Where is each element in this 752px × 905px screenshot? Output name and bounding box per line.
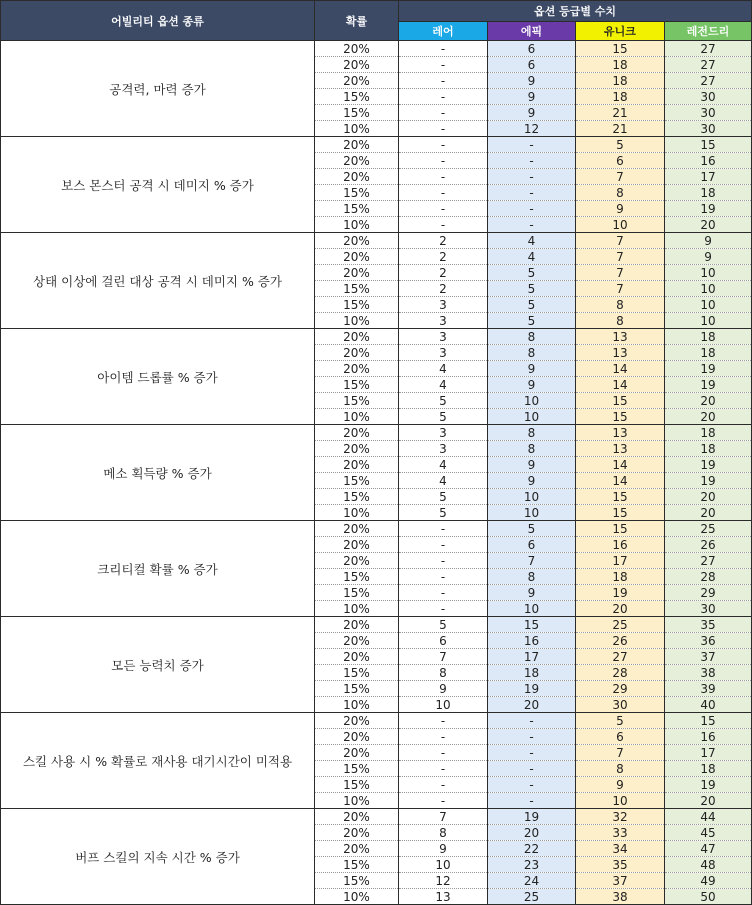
rare-value-cell: - (399, 553, 488, 569)
legendary-value-cell: 39 (665, 681, 752, 697)
legendary-value-cell: 16 (665, 153, 752, 169)
unique-value-cell: 18 (576, 89, 665, 105)
unique-value-cell: 13 (576, 425, 665, 441)
epic-value-cell: 9 (488, 473, 576, 489)
legendary-value-cell: 18 (665, 329, 752, 345)
probability-cell: 20% (315, 745, 399, 761)
probability-cell: 20% (315, 425, 399, 441)
legendary-value-cell: 19 (665, 777, 752, 793)
rare-value-cell: 10 (399, 857, 488, 873)
epic-value-cell: 9 (488, 457, 576, 473)
legendary-value-cell: 17 (665, 169, 752, 185)
probability-cell: 15% (315, 761, 399, 777)
rare-value-cell: 2 (399, 233, 488, 249)
rare-value-cell: - (399, 105, 488, 121)
epic-value-cell: 9 (488, 105, 576, 121)
rare-value-cell: 5 (399, 505, 488, 521)
probability-cell: 15% (315, 585, 399, 601)
unique-value-cell: 18 (576, 57, 665, 73)
option-name-cell: 상태 이상에 걸린 대상 공격 시 데미지 % 증가 (1, 233, 315, 329)
epic-value-cell: 9 (488, 73, 576, 89)
epic-value-cell: 9 (488, 361, 576, 377)
rare-value-cell: - (399, 537, 488, 553)
unique-value-cell: 33 (576, 825, 665, 841)
probability-cell: 20% (315, 329, 399, 345)
legendary-value-cell: 36 (665, 633, 752, 649)
probability-cell: 15% (315, 473, 399, 489)
rare-value-cell: 7 (399, 649, 488, 665)
probability-cell: 20% (315, 233, 399, 249)
rare-value-cell: 13 (399, 889, 488, 905)
table-body (1, 41, 752, 905)
probability-cell: 20% (315, 841, 399, 857)
unique-value-cell: 9 (576, 777, 665, 793)
rare-value-cell: 3 (399, 425, 488, 441)
unique-value-cell: 26 (576, 633, 665, 649)
rare-value-cell: 8 (399, 825, 488, 841)
probability-cell: 20% (315, 617, 399, 633)
legendary-value-cell: 40 (665, 697, 752, 713)
unique-value-cell: 15 (576, 521, 665, 537)
rare-value-cell: 7 (399, 809, 488, 825)
legendary-value-cell: 18 (665, 345, 752, 361)
probability-cell: 15% (315, 105, 399, 121)
unique-value-cell: 17 (576, 553, 665, 569)
probability-cell: 10% (315, 409, 399, 425)
probability-cell: 15% (315, 873, 399, 889)
legendary-header: 레전드리 (665, 22, 752, 41)
table-row (1, 329, 752, 345)
epic-value-cell: 12 (488, 121, 576, 137)
epic-value-cell: - (488, 201, 576, 217)
unique-value-cell: 25 (576, 617, 665, 633)
rare-value-cell: - (399, 57, 488, 73)
legendary-value-cell: 49 (665, 873, 752, 889)
unique-value-cell: 7 (576, 281, 665, 297)
unique-value-cell: 15 (576, 489, 665, 505)
legendary-value-cell: 48 (665, 857, 752, 873)
unique-value-cell: 15 (576, 505, 665, 521)
unique-value-cell: 8 (576, 185, 665, 201)
unique-value-cell: 14 (576, 361, 665, 377)
legendary-value-cell: 25 (665, 521, 752, 537)
rare-value-cell: 3 (399, 313, 488, 329)
unique-value-cell: 38 (576, 889, 665, 905)
unique-header: 유니크 (576, 22, 665, 41)
unique-value-cell: 30 (576, 697, 665, 713)
unique-value-cell: 8 (576, 313, 665, 329)
epic-value-cell: 19 (488, 809, 576, 825)
legendary-value-cell: 27 (665, 553, 752, 569)
epic-value-cell: 5 (488, 297, 576, 313)
probability-cell: 20% (315, 137, 399, 153)
probability-cell: 20% (315, 345, 399, 361)
table-row (1, 137, 752, 153)
epic-value-cell: 8 (488, 345, 576, 361)
legendary-value-cell: 47 (665, 841, 752, 857)
unique-value-cell: 13 (576, 345, 665, 361)
rare-value-cell: - (399, 777, 488, 793)
rare-value-cell: - (399, 137, 488, 153)
rare-value-cell: 3 (399, 329, 488, 345)
rare-value-cell: - (399, 713, 488, 729)
epic-value-cell: - (488, 169, 576, 185)
probability-cell: 10% (315, 889, 399, 905)
rare-value-cell: 5 (399, 393, 488, 409)
unique-value-cell: 20 (576, 601, 665, 617)
rare-value-cell: 3 (399, 441, 488, 457)
epic-value-cell: 22 (488, 841, 576, 857)
epic-value-cell: 16 (488, 633, 576, 649)
unique-value-cell: 21 (576, 121, 665, 137)
legendary-value-cell: 9 (665, 249, 752, 265)
epic-value-cell: 6 (488, 41, 576, 57)
epic-value-cell: 5 (488, 281, 576, 297)
epic-value-cell: - (488, 761, 576, 777)
unique-value-cell: 6 (576, 729, 665, 745)
probability-cell: 20% (315, 249, 399, 265)
unique-value-cell: 32 (576, 809, 665, 825)
rare-value-cell: 4 (399, 457, 488, 473)
epic-value-cell: 8 (488, 441, 576, 457)
legendary-value-cell: 35 (665, 617, 752, 633)
unique-value-cell: 8 (576, 761, 665, 777)
epic-value-cell: - (488, 729, 576, 745)
rare-value-cell: 4 (399, 361, 488, 377)
option-name-cell: 보스 몬스터 공격 시 데미지 % 증가 (1, 137, 315, 233)
epic-value-cell: 10 (488, 505, 576, 521)
rare-header: 레어 (399, 22, 488, 41)
epic-value-cell: - (488, 153, 576, 169)
legendary-value-cell: 19 (665, 201, 752, 217)
epic-value-cell: 6 (488, 537, 576, 553)
probability-cell: 15% (315, 857, 399, 873)
rare-value-cell: - (399, 585, 488, 601)
option-name-cell: 아이템 드롭률 % 증가 (1, 329, 315, 425)
rare-value-cell: - (399, 217, 488, 233)
rare-value-cell: - (399, 153, 488, 169)
unique-value-cell: 13 (576, 441, 665, 457)
epic-value-cell: 8 (488, 329, 576, 345)
legendary-value-cell: 16 (665, 729, 752, 745)
probability-cell: 20% (315, 57, 399, 73)
epic-value-cell: 9 (488, 377, 576, 393)
unique-value-cell: 7 (576, 233, 665, 249)
probability-cell: 10% (315, 793, 399, 809)
epic-value-cell: 25 (488, 889, 576, 905)
table-row (1, 521, 752, 537)
table-row (1, 713, 752, 729)
epic-value-cell: 6 (488, 57, 576, 73)
unique-value-cell: 14 (576, 377, 665, 393)
rare-value-cell: 5 (399, 409, 488, 425)
unique-value-cell: 21 (576, 105, 665, 121)
rare-value-cell: - (399, 121, 488, 137)
unique-value-cell: 13 (576, 329, 665, 345)
rare-value-cell: - (399, 729, 488, 745)
probability-cell: 15% (315, 201, 399, 217)
rare-value-cell: 3 (399, 297, 488, 313)
rare-value-cell: 5 (399, 489, 488, 505)
unique-value-cell: 15 (576, 409, 665, 425)
probability-cell: 15% (315, 393, 399, 409)
epic-value-cell: 5 (488, 265, 576, 281)
epic-value-cell: 20 (488, 825, 576, 841)
epic-value-cell: 9 (488, 585, 576, 601)
unique-value-cell: 14 (576, 457, 665, 473)
probability-header: 확률 (315, 1, 399, 41)
legendary-value-cell: 38 (665, 665, 752, 681)
rare-value-cell: 3 (399, 345, 488, 361)
epic-value-cell: 4 (488, 233, 576, 249)
rare-value-cell: - (399, 41, 488, 57)
option-name-cell: 공격력, 마력 증가 (1, 41, 315, 137)
probability-cell: 10% (315, 121, 399, 137)
legendary-value-cell: 20 (665, 489, 752, 505)
table-header (1, 1, 752, 41)
legendary-value-cell: 27 (665, 57, 752, 73)
epic-value-cell: - (488, 217, 576, 233)
probability-cell: 20% (315, 825, 399, 841)
epic-value-cell: - (488, 185, 576, 201)
epic-value-cell: 18 (488, 665, 576, 681)
rare-value-cell: 8 (399, 665, 488, 681)
rare-value-cell: - (399, 185, 488, 201)
probability-cell: 15% (315, 89, 399, 105)
table-row (1, 41, 752, 57)
rare-value-cell: 6 (399, 633, 488, 649)
probability-cell: 20% (315, 633, 399, 649)
unique-value-cell: 9 (576, 201, 665, 217)
rare-value-cell: 4 (399, 473, 488, 489)
legendary-value-cell: 27 (665, 73, 752, 89)
epic-value-cell: - (488, 713, 576, 729)
table-row (1, 425, 752, 441)
probability-cell: 20% (315, 441, 399, 457)
option-name-cell: 버프 스킬의 지속 시간 % 증가 (1, 809, 315, 905)
rare-value-cell: - (399, 521, 488, 537)
epic-value-cell: 17 (488, 649, 576, 665)
probability-cell: 20% (315, 729, 399, 745)
rare-value-cell: 9 (399, 841, 488, 857)
table-row (1, 617, 752, 633)
rare-value-cell: - (399, 601, 488, 617)
rare-value-cell: 2 (399, 281, 488, 297)
unique-value-cell: 37 (576, 873, 665, 889)
option-name-cell: 스킬 사용 시 % 확률로 재사용 대기시간이 미적용 (1, 713, 315, 809)
epic-value-cell: 15 (488, 617, 576, 633)
probability-cell: 20% (315, 265, 399, 281)
probability-cell: 20% (315, 537, 399, 553)
rare-value-cell: 4 (399, 377, 488, 393)
epic-value-cell: 10 (488, 601, 576, 617)
probability-cell: 10% (315, 217, 399, 233)
probability-cell: 15% (315, 489, 399, 505)
unique-value-cell: 5 (576, 713, 665, 729)
unique-value-cell: 34 (576, 841, 665, 857)
legendary-value-cell: 15 (665, 137, 752, 153)
legendary-value-cell: 37 (665, 649, 752, 665)
epic-value-cell: 10 (488, 409, 576, 425)
probability-cell: 20% (315, 457, 399, 473)
epic-value-cell: 5 (488, 521, 576, 537)
legendary-value-cell: 30 (665, 105, 752, 121)
probability-cell: 20% (315, 41, 399, 57)
legendary-value-cell: 28 (665, 569, 752, 585)
legendary-value-cell: 50 (665, 889, 752, 905)
grade-values-header: 옵션 등급별 수치 (399, 1, 752, 22)
unique-value-cell: 16 (576, 537, 665, 553)
rare-value-cell: - (399, 201, 488, 217)
legendary-value-cell: 30 (665, 89, 752, 105)
rare-value-cell: 12 (399, 873, 488, 889)
rare-value-cell: - (399, 745, 488, 761)
probability-cell: 10% (315, 313, 399, 329)
option-name-cell: 모든 능력치 증가 (1, 617, 315, 713)
legendary-value-cell: 10 (665, 313, 752, 329)
probability-cell: 15% (315, 569, 399, 585)
legendary-value-cell: 30 (665, 601, 752, 617)
unique-value-cell: 8 (576, 297, 665, 313)
unique-value-cell: 19 (576, 585, 665, 601)
legendary-value-cell: 18 (665, 425, 752, 441)
option-name-cell: 메소 획득량 % 증가 (1, 425, 315, 521)
probability-cell: 10% (315, 601, 399, 617)
probability-cell: 15% (315, 281, 399, 297)
unique-value-cell: 7 (576, 169, 665, 185)
unique-value-cell: 35 (576, 857, 665, 873)
legendary-value-cell: 19 (665, 457, 752, 473)
legendary-value-cell: 27 (665, 41, 752, 57)
epic-value-cell: - (488, 777, 576, 793)
legendary-value-cell: 26 (665, 537, 752, 553)
unique-value-cell: 10 (576, 217, 665, 233)
option-type-header: 어빌리티 옵션 종류 (1, 1, 315, 41)
probability-cell: 20% (315, 169, 399, 185)
legendary-value-cell: 20 (665, 409, 752, 425)
probability-cell: 10% (315, 697, 399, 713)
epic-value-cell: 7 (488, 553, 576, 569)
epic-value-cell: 9 (488, 89, 576, 105)
legendary-value-cell: 10 (665, 297, 752, 313)
probability-cell: 15% (315, 681, 399, 697)
unique-value-cell: 6 (576, 153, 665, 169)
epic-value-cell: 24 (488, 873, 576, 889)
unique-value-cell: 18 (576, 569, 665, 585)
epic-value-cell: 8 (488, 425, 576, 441)
legendary-value-cell: 20 (665, 505, 752, 521)
legendary-value-cell: 17 (665, 745, 752, 761)
probability-cell: 20% (315, 713, 399, 729)
unique-value-cell: 29 (576, 681, 665, 697)
legendary-value-cell: 20 (665, 393, 752, 409)
rare-value-cell: - (399, 73, 488, 89)
epic-value-cell: 19 (488, 681, 576, 697)
probability-cell: 20% (315, 649, 399, 665)
unique-value-cell: 15 (576, 41, 665, 57)
legendary-value-cell: 19 (665, 473, 752, 489)
rare-value-cell: - (399, 169, 488, 185)
probability-cell: 15% (315, 297, 399, 313)
legendary-value-cell: 30 (665, 121, 752, 137)
epic-value-cell: - (488, 745, 576, 761)
table-row (1, 809, 752, 825)
epic-value-cell: 4 (488, 249, 576, 265)
rare-value-cell: 10 (399, 697, 488, 713)
probability-cell: 10% (315, 505, 399, 521)
option-name-cell: 크리티컬 확률 % 증가 (1, 521, 315, 617)
epic-value-cell: 8 (488, 569, 576, 585)
probability-cell: 20% (315, 73, 399, 89)
rare-value-cell: - (399, 793, 488, 809)
epic-value-cell: 10 (488, 489, 576, 505)
epic-value-cell: - (488, 793, 576, 809)
unique-value-cell: 5 (576, 137, 665, 153)
probability-cell: 15% (315, 777, 399, 793)
probability-cell: 20% (315, 553, 399, 569)
unique-value-cell: 7 (576, 265, 665, 281)
unique-value-cell: 15 (576, 393, 665, 409)
epic-value-cell: 10 (488, 393, 576, 409)
legendary-value-cell: 10 (665, 281, 752, 297)
unique-value-cell: 18 (576, 73, 665, 89)
legendary-value-cell: 9 (665, 233, 752, 249)
epic-header: 에픽 (488, 22, 576, 41)
epic-value-cell: - (488, 137, 576, 153)
legendary-value-cell: 44 (665, 809, 752, 825)
legendary-value-cell: 19 (665, 377, 752, 393)
legendary-value-cell: 18 (665, 761, 752, 777)
legendary-value-cell: 45 (665, 825, 752, 841)
legendary-value-cell: 18 (665, 441, 752, 457)
epic-value-cell: 20 (488, 697, 576, 713)
probability-cell: 20% (315, 361, 399, 377)
probability-cell: 15% (315, 185, 399, 201)
rare-value-cell: 2 (399, 249, 488, 265)
rare-value-cell: - (399, 761, 488, 777)
probability-cell: 15% (315, 377, 399, 393)
rare-value-cell: - (399, 569, 488, 585)
legendary-value-cell: 19 (665, 361, 752, 377)
table-row (1, 233, 752, 249)
legendary-value-cell: 15 (665, 713, 752, 729)
rare-value-cell: 2 (399, 265, 488, 281)
unique-value-cell: 7 (576, 745, 665, 761)
rare-value-cell: 9 (399, 681, 488, 697)
probability-cell: 20% (315, 153, 399, 169)
legendary-value-cell: 10 (665, 265, 752, 281)
unique-value-cell: 7 (576, 249, 665, 265)
legendary-value-cell: 20 (665, 217, 752, 233)
probability-cell: 20% (315, 809, 399, 825)
epic-value-cell: 5 (488, 313, 576, 329)
unique-value-cell: 10 (576, 793, 665, 809)
unique-value-cell: 27 (576, 649, 665, 665)
legendary-value-cell: 20 (665, 793, 752, 809)
probability-cell: 15% (315, 665, 399, 681)
rare-value-cell: 5 (399, 617, 488, 633)
probability-cell: 20% (315, 521, 399, 537)
epic-value-cell: 23 (488, 857, 576, 873)
legendary-value-cell: 18 (665, 185, 752, 201)
unique-value-cell: 28 (576, 665, 665, 681)
rare-value-cell: - (399, 89, 488, 105)
legendary-value-cell: 29 (665, 585, 752, 601)
unique-value-cell: 14 (576, 473, 665, 489)
